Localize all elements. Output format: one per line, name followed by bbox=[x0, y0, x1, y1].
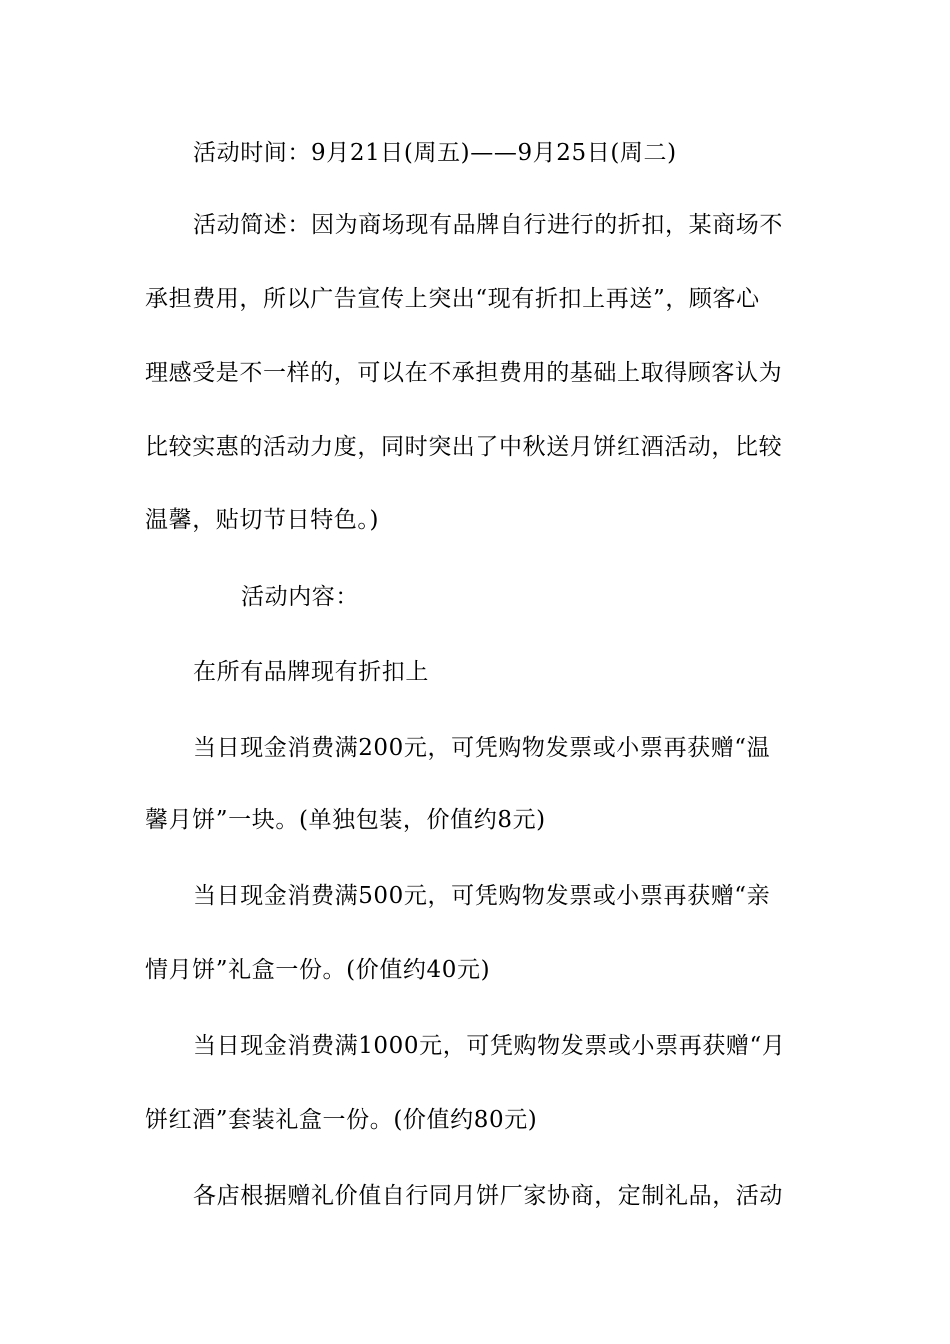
activity-summary-line-2: 承担费用，所以广告宣传上突出“现有折扣上再送”，顾客心 bbox=[145, 286, 760, 312]
tier-200-line-2: 馨月饼”一块。(单独包装，价值约8元) bbox=[145, 807, 546, 833]
tier-1000-line-2: 饼红酒”套装礼盒一份。(价值约80元) bbox=[145, 1107, 538, 1133]
tier-200-line-1: 当日现金消费满200元，可凭购物发票或小票再获赠“温 bbox=[193, 735, 771, 761]
content-intro-line: 在所有品牌现有折扣上 bbox=[193, 659, 429, 685]
activity-summary-line-3: 理感受是不一样的，可以在不承担费用的基础上取得顾客认为 bbox=[145, 360, 783, 386]
tier-1000-line-1: 当日现金消费满1000元，可凭购物发票或小票再获赠“月 bbox=[193, 1033, 786, 1059]
activity-time-line: 活动时间：9月21日(周五)——9月25日(周二) bbox=[193, 140, 677, 166]
activity-summary-line-5: 温馨，贴切节日特色。) bbox=[145, 507, 380, 533]
tier-500-line-2: 情月饼”礼盒一份。(价值约40元) bbox=[145, 957, 491, 983]
tier-500-line-1: 当日现金消费满500元，可凭购物发票或小票再获赠“亲 bbox=[193, 883, 771, 909]
activity-content-heading: 活动内容： bbox=[241, 584, 359, 610]
activity-summary-line-4: 比较实惠的活动力度，同时突出了中秋送月饼红酒活动，比较 bbox=[145, 434, 783, 460]
stores-custom-gift-line: 各店根据赠礼价值自行同月饼厂家协商，定制礼品，活动 bbox=[193, 1183, 783, 1209]
activity-summary-line-1: 活动简述：因为商场现有品牌自行进行的折扣，某商场不 bbox=[193, 212, 783, 238]
